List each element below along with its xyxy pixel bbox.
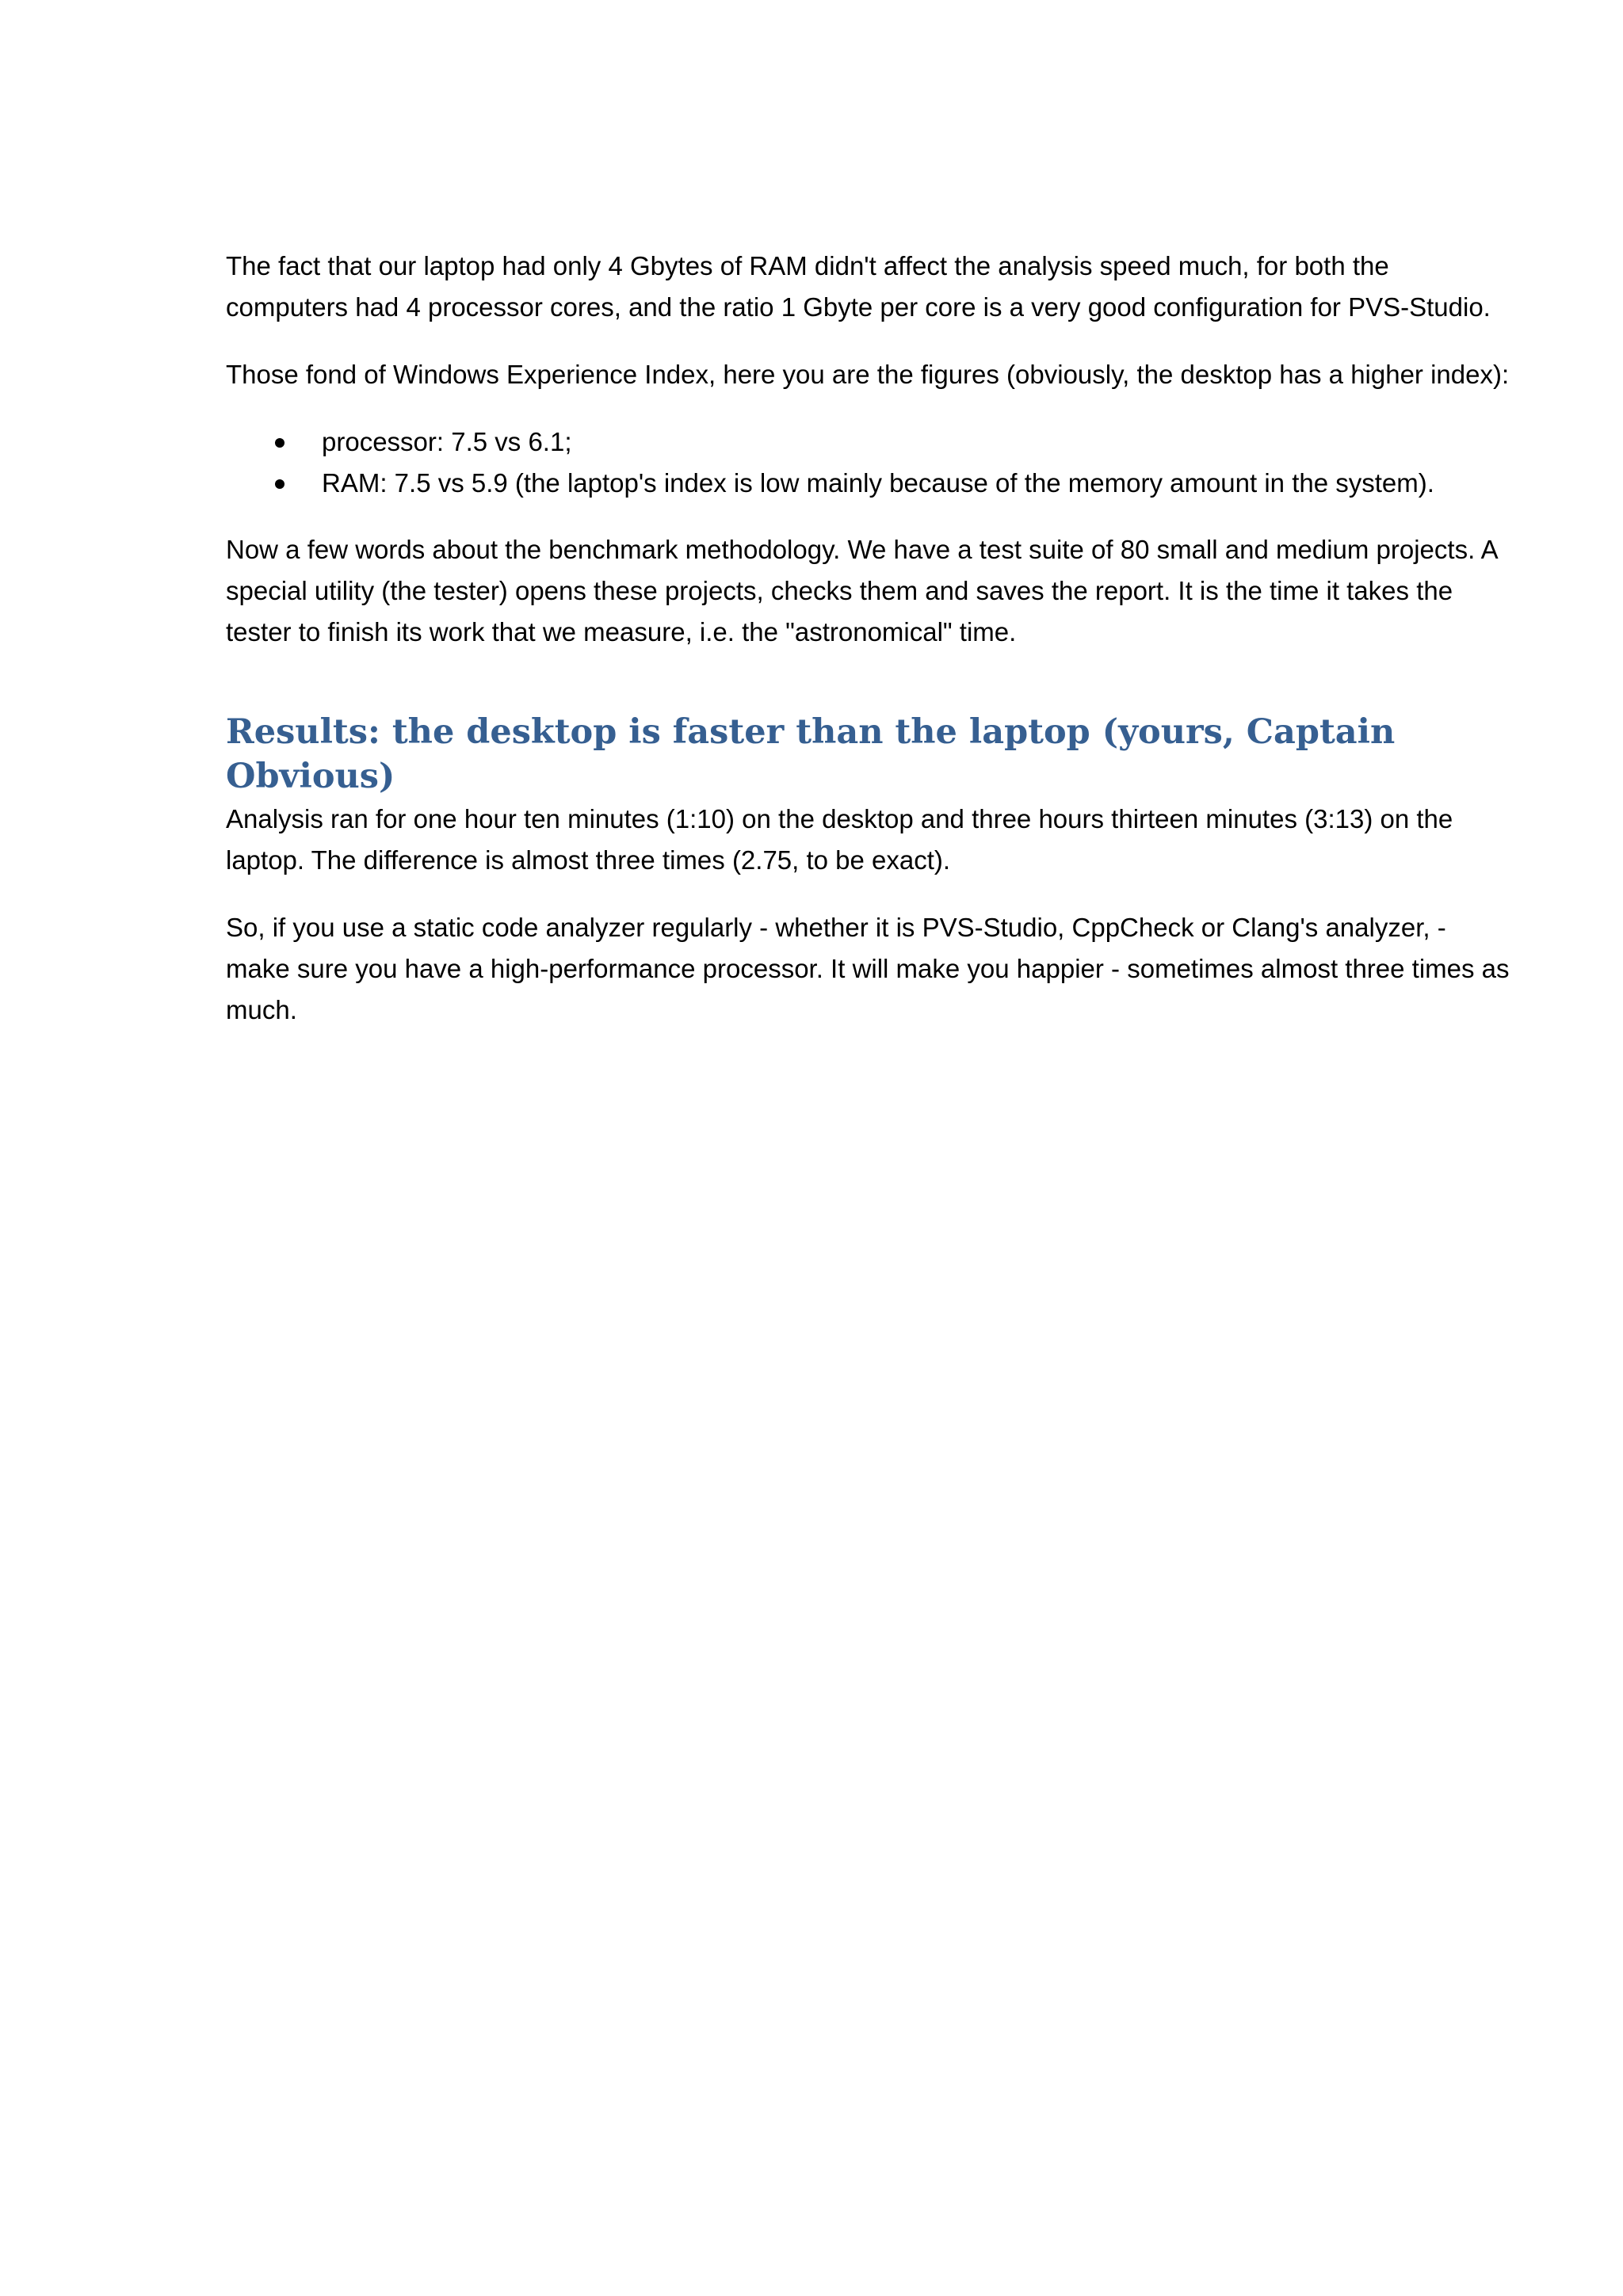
paragraph-results: Analysis ran for one hour ten minutes (1:10) on the desktop and three hours thirteen minutes (3:13) on the laptop. The difference is almost three times (2.75, to be exact). [226,804,1453,875]
list-item-text: processor: 7.5 vs 6.1; [322,427,572,456]
paragraph-conclusion: So, if you use a static code analyzer regularly - whether it is PVS-Studio, CppCheck or Clang's analyzer, - make sure you have a high-performance processor. It will make you happier - sometimes almost three times as much. [226,913,1510,1024]
paragraph-ram-note: The fact that our laptop had only 4 Gbytes of RAM didn't affect the analysis speed much, for both the computers had 4 processor cores, and the ratio 1 Gbyte per core is a very good configuration for PVS-Studio. [226,251,1491,322]
list-item-text: RAM: 7.5 vs 5.9 (the laptop's index is low mainly because of the memory amount in the system). [322,468,1434,498]
experience-index-list [226,421,1514,504]
paragraph-methodology: Now a few words about the benchmark methodology. We have a test suite of 80 small and medium projects. A special utility (the tester) opens these projects, checks them and saves the report. It is the time it takes the tester to finish its work that we measure, i.e. the "astronomical" time. [226,535,1497,646]
section-heading-results: Results: the desktop is faster than the laptop (yours, Captain Obvious) [226,712,1396,796]
list-item [226,421,1514,463]
bullet-icon [275,438,285,448]
list-item [226,463,1514,504]
bullet-icon [275,479,285,489]
paragraph-experience-index-intro: Those fond of Windows Experience Index, here you are the figures (obviously, the desktop has a higher index): [226,360,1510,389]
document-body [226,246,1514,1057]
